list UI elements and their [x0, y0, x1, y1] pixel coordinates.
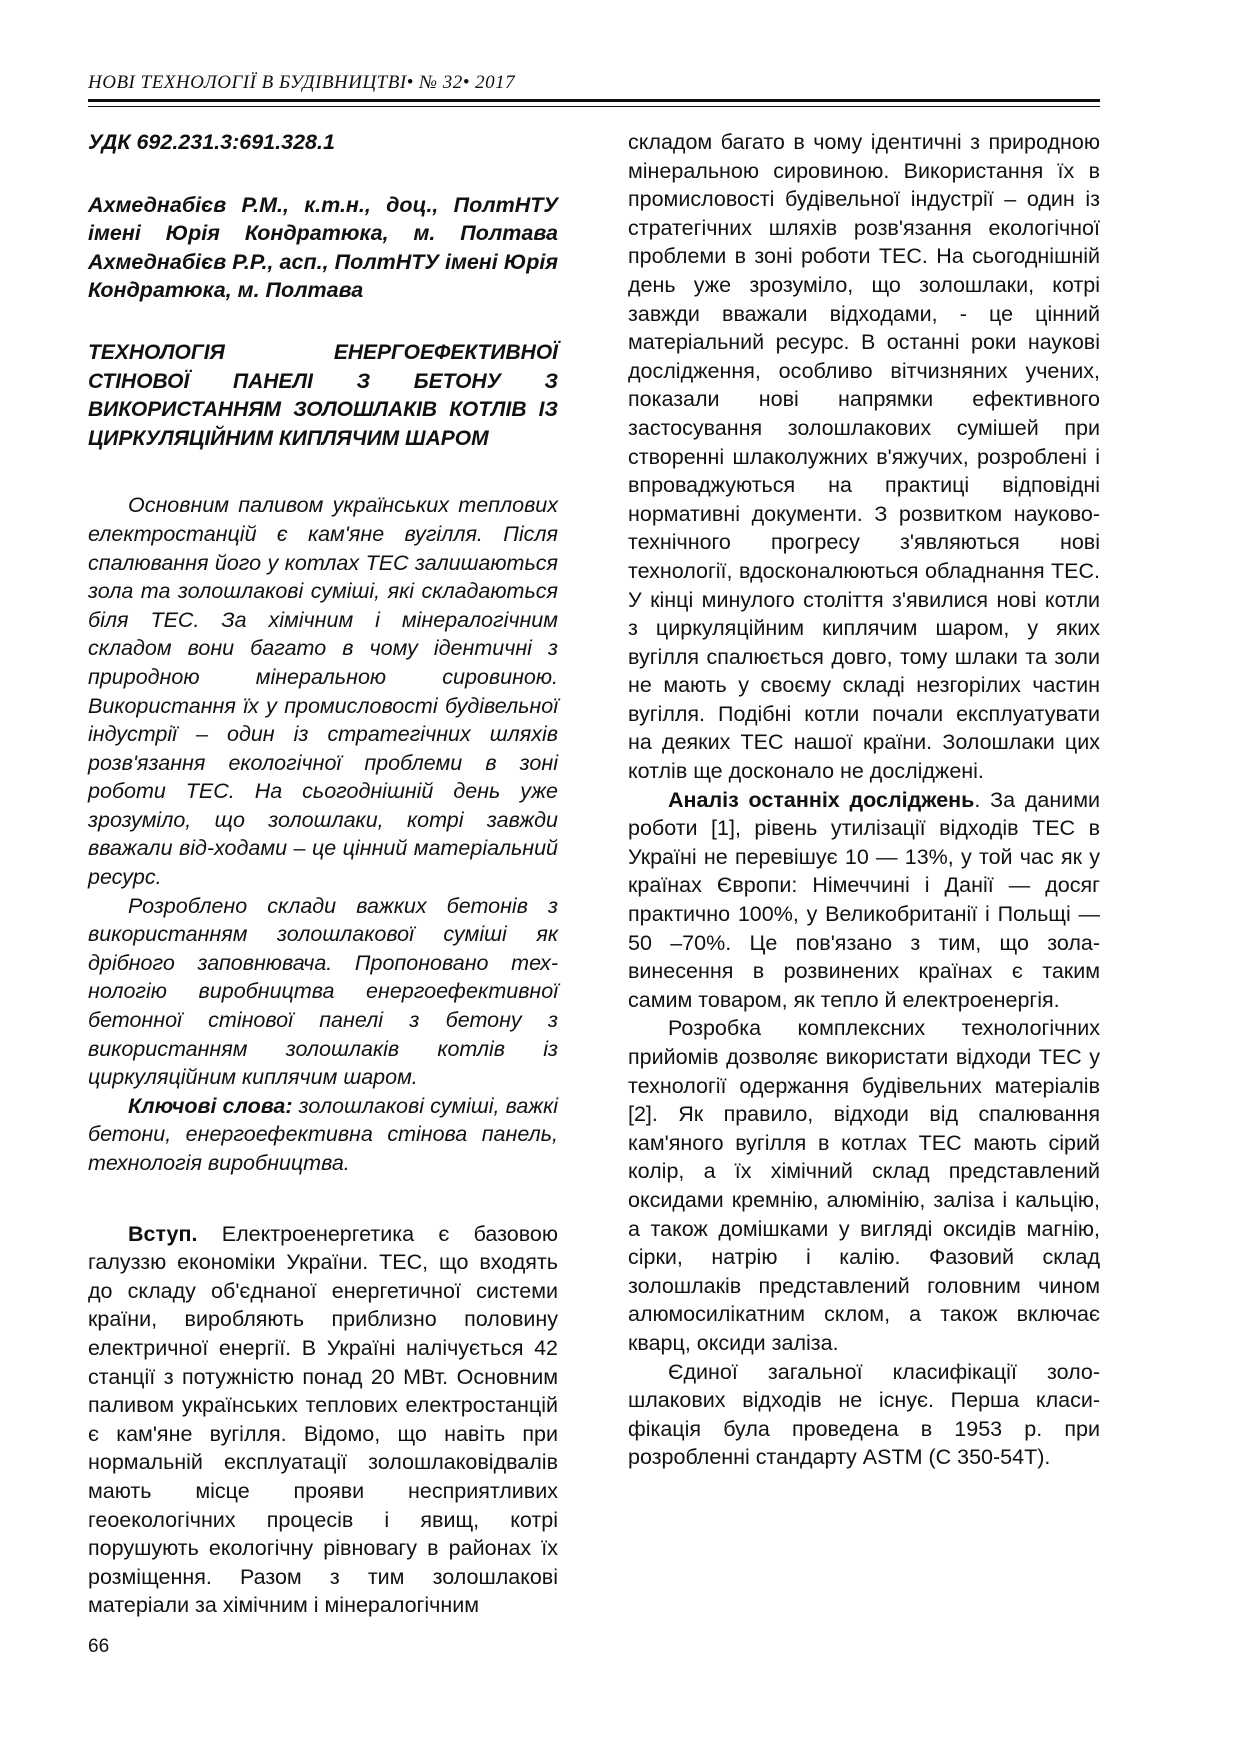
body-paragraph: складом багато в чому ідентичні з природною мінеральною сировиною. Використання їх в промисловості будівельної індустрії – один із стратегічних шляхів розв'язання екологічної проблеми в зоні роботи ТЕС. На сьогоднішній день уже зрозуміло, що золошлаки, котрі завжди вважали відходами, - це цінний матеріальний ресурс. В останні роки наукові дослідження, особливо вітчизняних учених, показали нові напрямки ефективного застосування золошлакових сумішей при створенні шлаколужних в'яжучих, розроблені і впроваджуються на практиці відповідні нормативні документи. З розвитком науково-технічного прогресу з'являються нові технології, вдосконалюються обладнання ТЕС. У кінці минулого століття з'явилися нові котли з циркуляційним киплячим шаром, у яких вугілля спалюється довго, тому шлаки та золи не мають у своєму складі незгорілих частин вугілля. Подібні котли почали експлуатувати на деяких ТЕС нашої країни. Золошлаки цих котлів ще досконало не досліджені.: [628, 130, 1100, 784]
page-number: 66: [88, 1636, 110, 1657]
udc-code: УДК 692.231.3:691.328.1: [88, 130, 335, 154]
body-paragraph: Єдиної загальної класифікації золо-шлакових відходів не існує. Перша класи-фікація була проведена в 1953 р. при розробленні стандарту ASTM (С 350-54Т).: [628, 1359, 1100, 1470]
keywords: [88, 1092, 558, 1178]
authors: Ахмеднабієв Р.М., к.т.н., доц., ПолтНТУ імені Юрія Кондратюка, м. Полтава Ахмеднабієв Р.Р., асп., ПолтНТУ імені Юрія Кондратюка, м. Полтава: [88, 192, 558, 303]
header-rule-thin: [88, 106, 1100, 107]
body-paragraph: Розробка комплексних технологічних прийомів дозволяє використати відходи ТЕС у технології одержання будівельних матеріалів [2]. Як правило, відходи від спалювання кам'яного вугілля в котлах ТЕС мають сірий колір, а їх хімічний склад представлений оксидами кремнію, алюмінію, заліза і кальцію, а також домішками у вигляді оксидів магнію, сірки, натрію і калію. Фазовий склад золошлаків представлений головним чином алюмосилікатним склом, а також включає кварц, оксиди заліза.: [628, 1016, 1100, 1355]
intro-text: Електроенергетика є базовою галуззю економіки України. ТЕС, що входять до складу об'єднаної енергетичної системи країни, виробляють приблизно половину електричної енергії. В Україні налічується 42 станції з потужністю понад 20 МВт. Основним паливом українських теплових електростанцій є кам'яне вугілля. Відомо, що навіть при нормальній експлуатації золошлаковідвалів мають місце прояви несприятливих геоекологічних процесів і явищ, котрі порушують екологічну рівновагу в районах їх розміщення. Разом з тим золошлакові матеріали за хімічним і мінералогічним: [88, 1221, 558, 1618]
analysis-label: Аналіз останніх досліджень: [668, 787, 975, 812]
intro-label: Вступ.: [128, 1221, 198, 1246]
keywords-text: золошлакові суміші, важкі бетони, енергоефективна стінова панель, технологія виробництва.: [88, 1093, 559, 1175]
spacer: [88, 1178, 558, 1220]
analysis-text: . За даними роботи [1], рівень утилізації відходів ТЕС в Україні не перевішує 10 — 13%, у той час як у країнах Європи: Німеччині і Данії — досяг практично 100%, у Великобританії і Польщі — 50 –70%. Це пов'язано з тим, що зола-винесення в розвинених країнах є таким самим товаром, як тепло й електроенергія.: [628, 787, 1100, 1012]
analysis-paragraph: [628, 786, 1100, 1015]
intro-paragraph: [88, 1220, 558, 1620]
header-rule-thick: [88, 99, 1100, 102]
abstract-paragraph: Основним паливом українських теплових електростанцій є кам'яне вугілля. Після спалювання його у котлах ТЕС залишаються зола та золошлакові суміші, які складаються біля ТЕС. За хімічним і мінералогічним складом вони багато в чому ідентичні з природною мінеральною сировиною. Використання їх у промисловості будівельної індустрії – один із стратегічних шляхів розв'язання екологічної проблеми в зоні роботи ТЕС. На сьогоднішній день уже зрозуміло, що золошлаки, котрі завжди вважали від-ходами – це цінний матеріальний ресурс.: [88, 493, 558, 890]
keywords-label: Ключові слова:: [128, 1093, 293, 1118]
left-column: [88, 128, 558, 1620]
journal-header: НОВІ ТЕХНОЛОГІЇ В БУДІВНИЦТВІ• № 32• 2017: [88, 72, 516, 93]
article-title: ТЕХНОЛОГІЯ ЕНЕРГОЕФЕКТИВНОЇ СТІНОВОЇ ПАНЕЛІ З БЕТОНУ З ВИКОРИСТАННЯМ ЗОЛОШЛАКІВ КОТЛІВ ІЗ ЦИРКУЛЯЦІЙНИМ КИПЛЯЧИМ ШАРОМ: [88, 340, 558, 450]
abstract-paragraph: Розроблено склади важких бетонів з використанням золошлакової суміші як дрібного заповнювача. Пропоновано тех-нологію виробництва енергоефективної бетонної стінової панелі з бетону з використанням золошлаків котлів із циркуляційним киплячим шаром.: [88, 893, 558, 1090]
right-column: [628, 128, 1100, 1472]
